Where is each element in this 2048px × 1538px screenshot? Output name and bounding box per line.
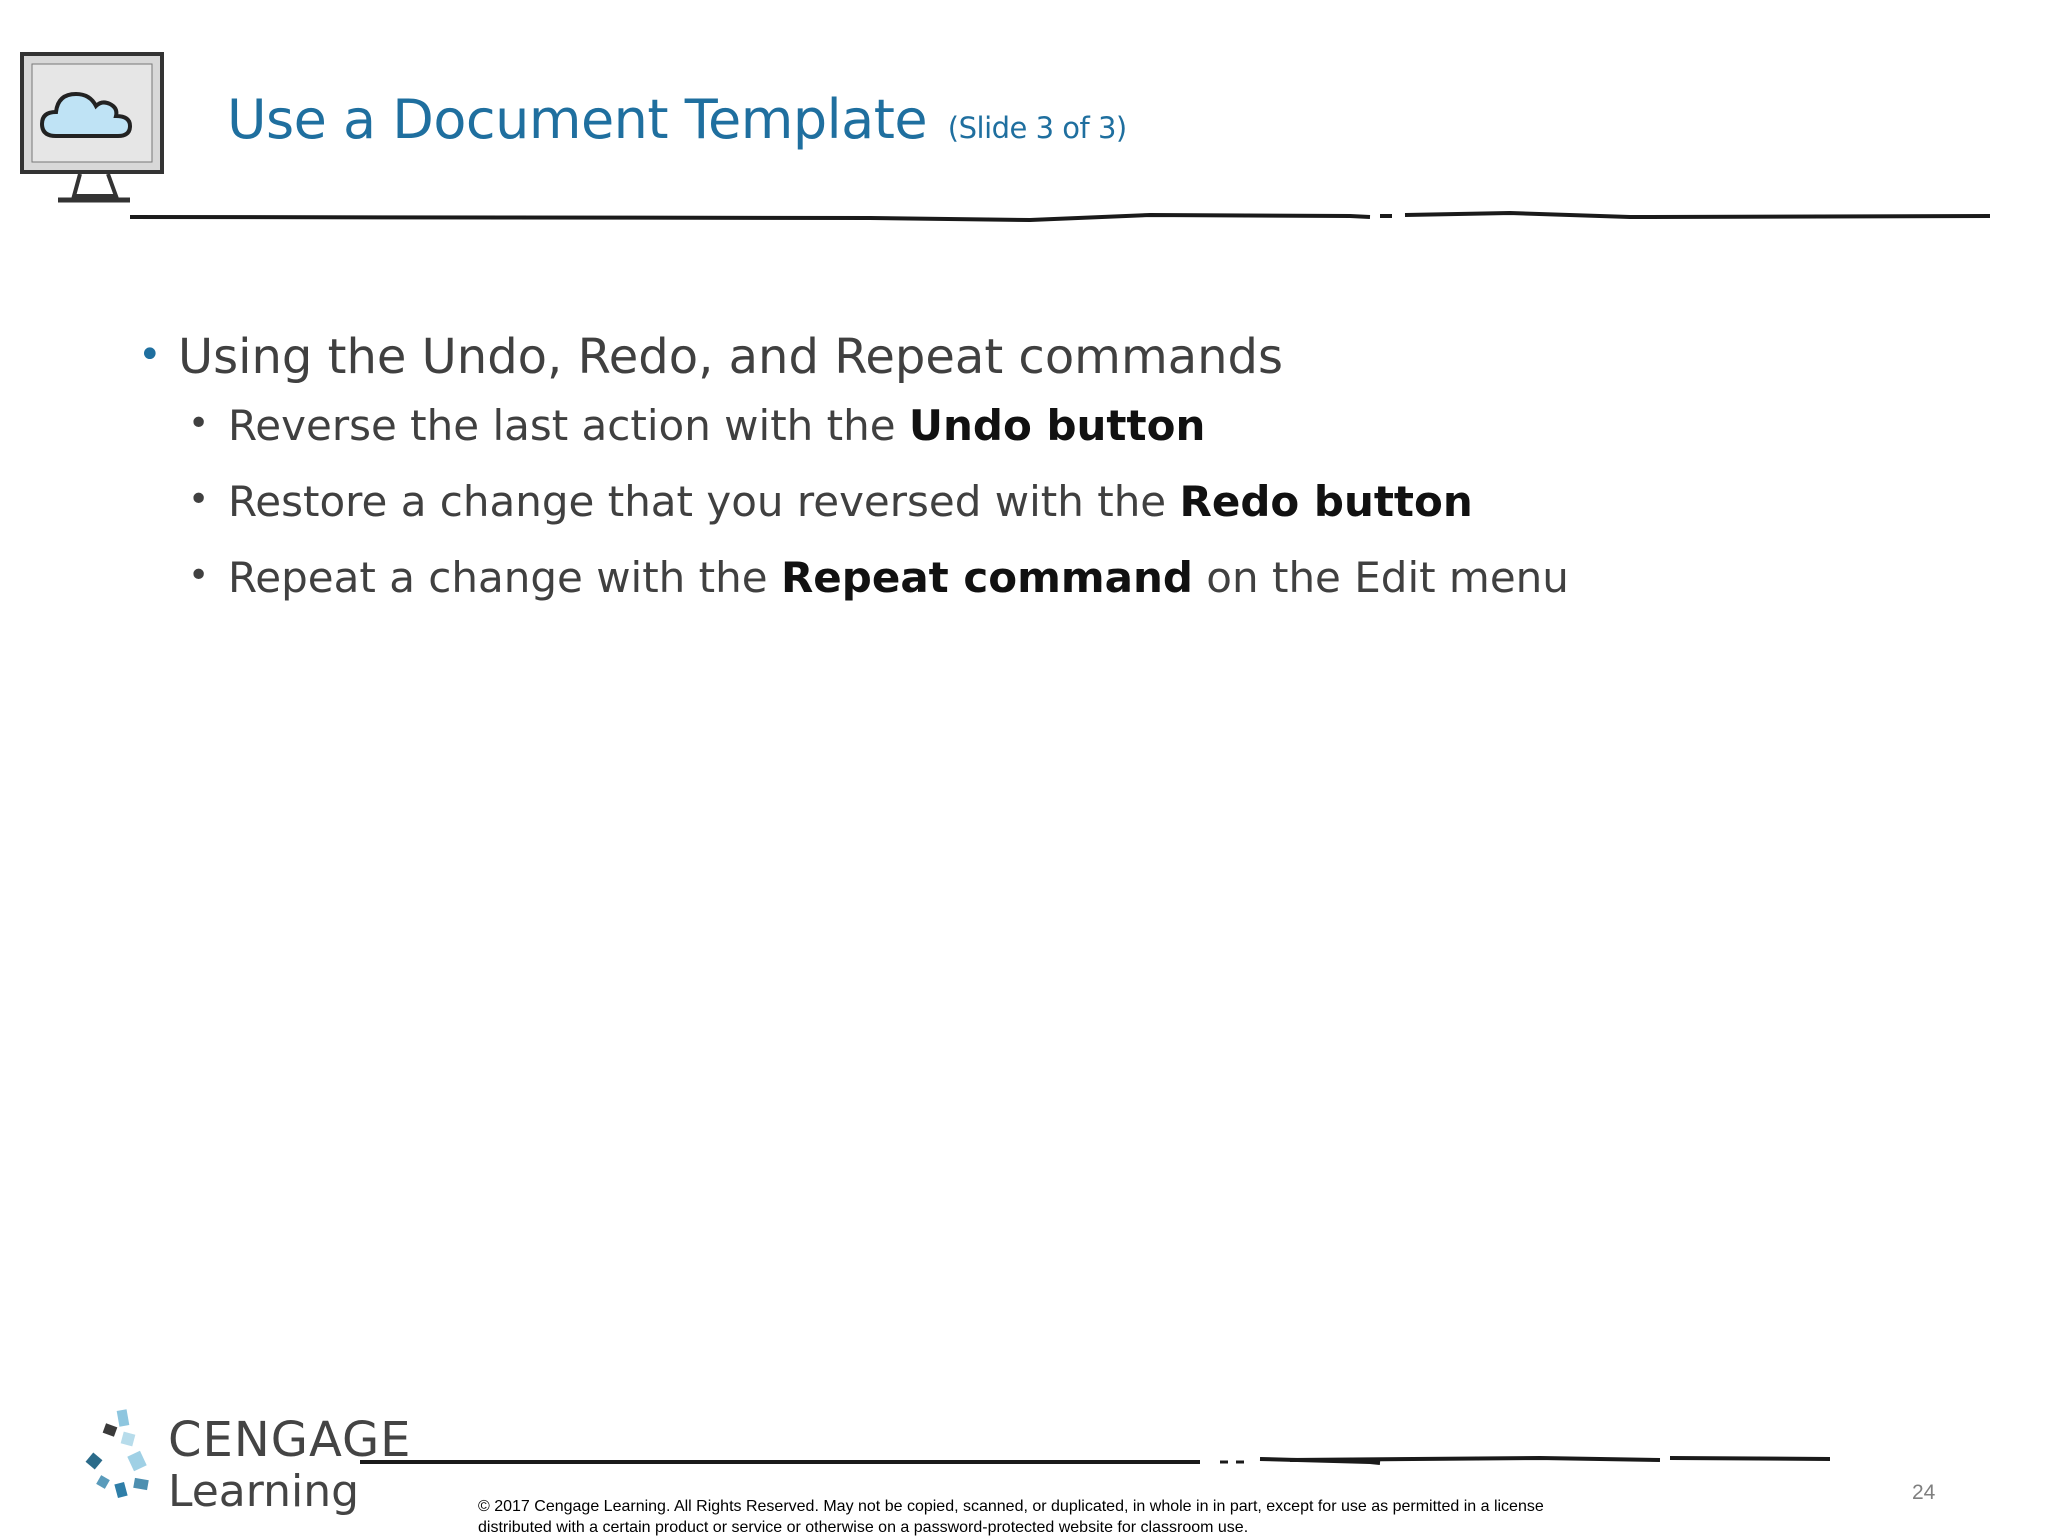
copyright-notice [478,1496,1678,1538]
copyright-line: © 2017 Cengage Learning. All Rights Reserved. May not be copied, scanned, or duplicated, in whole in in part, except for use as permitted in a license [478,1498,1544,1515]
page-title [227,88,1127,151]
sub-bullet-item [138,549,1938,607]
bullet-dot: • [188,555,210,596]
sub-bullet-item [138,473,1938,531]
logo-wordmark-learning: Learning [168,1466,360,1517]
copyright-line: distributed with a certain product or service or otherwise on a password-protected website for classroom use. [478,1519,1249,1536]
sub-bullet-text-after: on the Edit menu [1192,553,1569,602]
sub-bullet-text: Restore a change that you reversed with the [228,477,1180,526]
bullet-dot: • [188,403,210,444]
footer-divider [360,1450,1830,1474]
bullet-text: Using the Undo, Redo, and Repeat commands [178,329,1284,385]
title-text: Use a Document Template [227,88,928,151]
slide-body [138,325,1938,625]
slide-counter: (Slide 3 of 3) [947,111,1127,145]
sub-bullet-text: Reverse the last action with the [228,401,909,450]
sub-bullet-emphasis: Repeat command [780,553,1193,602]
sub-bullet-emphasis: Undo button [908,401,1206,450]
logo-wordmark-cengage: CENGAGE [168,1412,412,1468]
sub-bullet-text: Repeat a change with the [228,553,781,602]
page-number: 24 [1912,1481,1936,1504]
sub-bullet-item [138,397,1938,455]
bullet-dot: • [188,479,210,520]
header-divider [130,205,1990,229]
sub-bullet-emphasis: Redo button [1179,477,1473,526]
computer-cloud-icon [18,50,168,210]
bullet-dot: • [138,332,162,378]
bullet-item [138,325,1938,389]
